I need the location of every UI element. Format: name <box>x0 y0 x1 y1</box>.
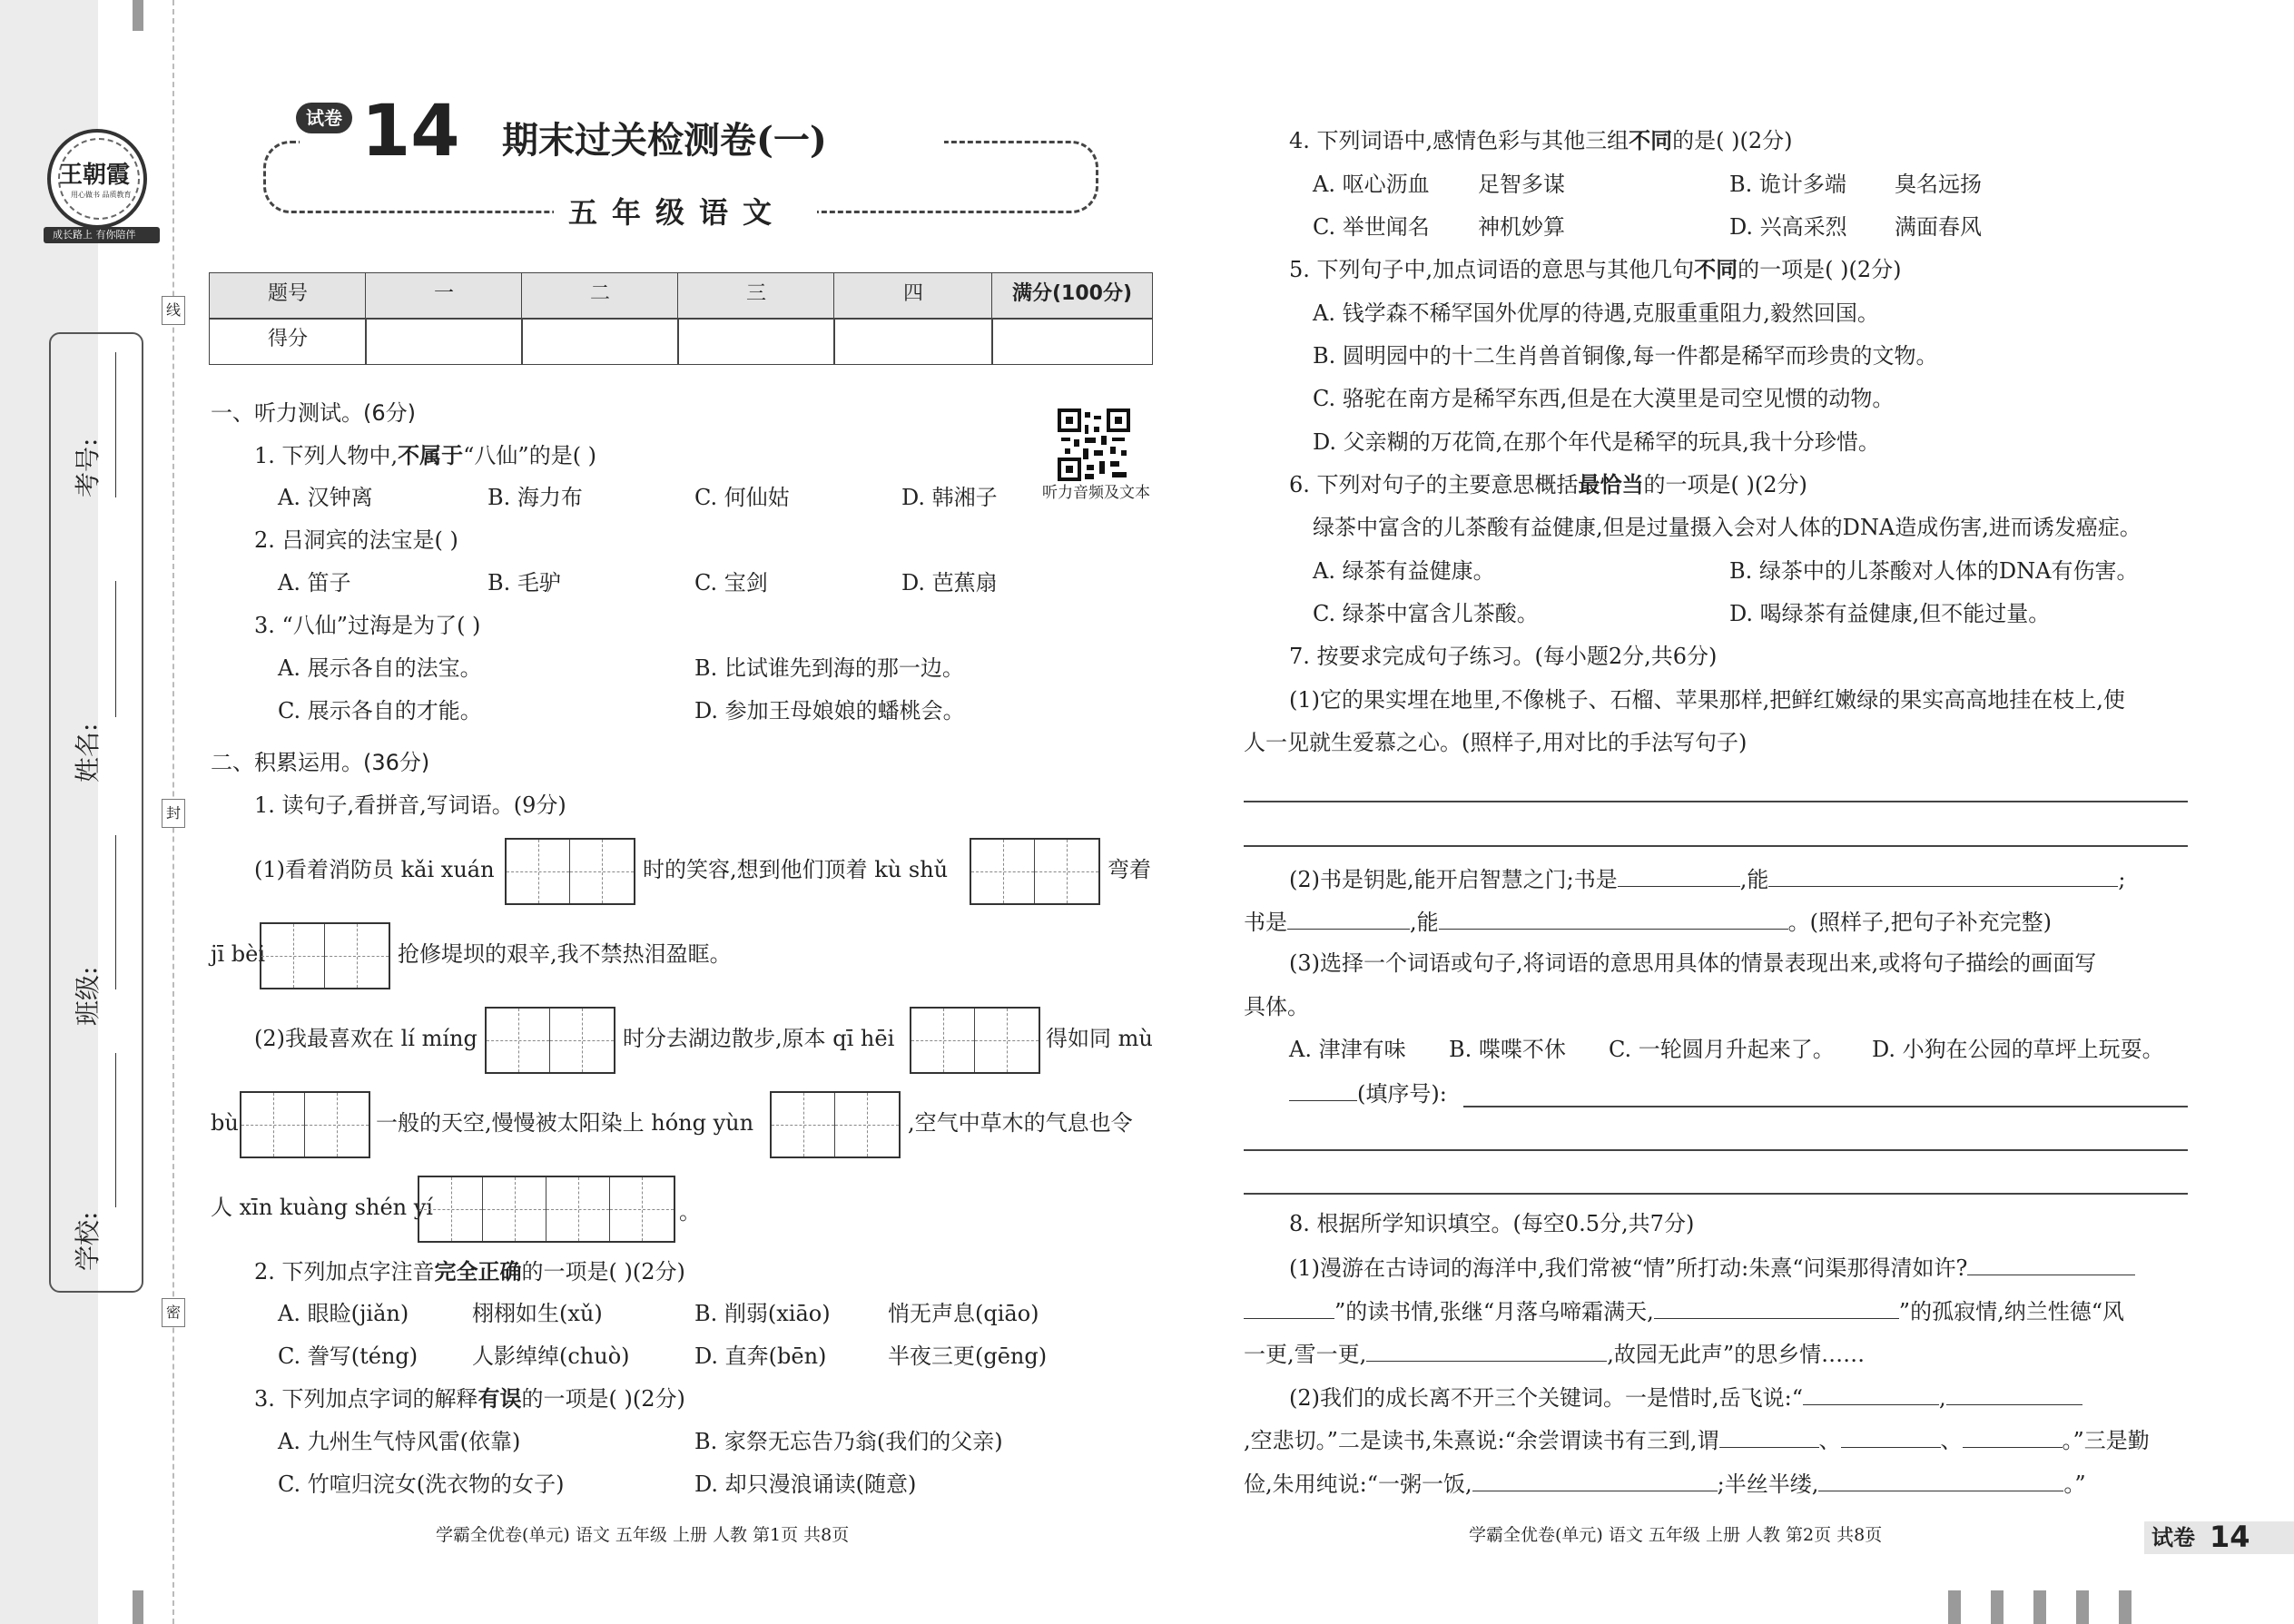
q6-option-c[interactable]: C. 绿茶中富含儿茶酸。 <box>1313 601 1539 626</box>
deco-bar <box>2076 1590 2089 1624</box>
q8-text: (1)漫游在古诗词的海洋中,我们常被“情”所打动:朱熹“问渠那得清如许? <box>1289 1253 2135 1282</box>
q5-option-b[interactable]: B. 圆明园中的十二生肖兽首铜像,每一件都是稀罕而珍贵的文物。 <box>1313 343 1938 369</box>
q8-text: 俭,朱用纯说:“一粥一饭, ;半丝半缕, 。” <box>1244 1469 2086 1498</box>
q2-3-option-c[interactable]: C. 竹喧归浣女(洗衣物的女子) <box>278 1471 565 1497</box>
q4-option[interactable]: B. 诡计多端 <box>1729 172 1846 197</box>
score-cell[interactable] <box>365 318 523 365</box>
q7-3-text: (3)选择一个词语或句子,将词语的意思用具体的情景表现出来,或将句子描绘的画面写 <box>1289 950 2097 976</box>
q2-2-stem: 2. 下列加点字注音完全正确的一项是( )(2分) <box>254 1258 685 1284</box>
page-tag-label: 试卷 <box>2151 1525 2195 1550</box>
blank[interactable] <box>1803 1383 1939 1405</box>
q2-2-option[interactable]: C. 誊写(téng) <box>278 1343 418 1369</box>
char-grid[interactable] <box>260 922 390 989</box>
q6-option-b[interactable]: B. 绿茶中的儿茶酸对人体的DNA有伤害。 <box>1729 558 2139 584</box>
paper-subtitle: 五年级语文 <box>568 195 787 230</box>
blank[interactable] <box>1963 1425 2063 1448</box>
logo-ribbon-text: 成长路上 有你陪伴 <box>53 229 136 241</box>
q1-option-b[interactable]: B. 海力布 <box>487 485 583 510</box>
score-header-cell: 三 <box>677 272 835 320</box>
blank[interactable] <box>1719 1425 1819 1448</box>
q5-stem: 5. 下列句子中,加点词语的意思与其他几句不同的一项是( )(2分) <box>1289 256 1902 282</box>
q1-option-d[interactable]: D. 韩湘子 <box>901 485 998 510</box>
q7-2-text: 书是 ,能 。(照样子,把句子补充完整) <box>1244 907 2052 936</box>
score-header-cell: 四 <box>833 272 993 320</box>
logo-motto: 用心做书 品质教育 <box>71 191 132 199</box>
q8-text: (2)我们的成长离不开三个关键词。一是惜时,岳飞说:“ , <box>1289 1383 2082 1412</box>
name-label: 姓名: <box>73 723 103 782</box>
q7-3-option-c[interactable]: C. 一轮圆月升起来了。 <box>1609 1037 1835 1062</box>
q6-quote: 绿茶中富含的儿茶酸有益健康,但是过量摄入会对人体的DNA造成伤害,进而诱发癌症。 <box>1313 515 2141 540</box>
q4-option[interactable]: A. 呕心沥血 <box>1313 172 1430 197</box>
section1-title: 一、听力测试。(6分) <box>211 400 416 426</box>
score-header-cell: 满分(100分) <box>991 272 1153 320</box>
deco-bar <box>2119 1590 2132 1624</box>
blank[interactable] <box>1768 864 2118 887</box>
q3-option-a[interactable]: A. 展示各自的法宝。 <box>278 655 482 681</box>
q3-option-b[interactable]: B. 比试谁先到海的那一边。 <box>694 655 964 681</box>
top-mark <box>133 0 143 31</box>
q4-option: 满面春风 <box>1895 214 1982 240</box>
deco-bar <box>1948 1590 1961 1624</box>
q2-2-option: 栩栩如生(xǔ) <box>472 1301 603 1326</box>
char-grid[interactable] <box>970 838 1100 905</box>
q5-option-a[interactable]: A. 钱学森不稀罕国外优厚的待遇,克服重重阻力,毅然回国。 <box>1313 300 1879 326</box>
score-row-label: 得分 <box>209 318 367 365</box>
q4-option: 臭名远扬 <box>1895 172 1982 197</box>
q2-2-option[interactable]: A. 眼睑(jiǎn) <box>278 1301 409 1326</box>
q8-title: 8. 根据所学知识填空。(每空0.5分,共7分) <box>1289 1211 1695 1236</box>
logo-ribbon <box>44 227 160 243</box>
paper-number: 14 <box>361 91 460 172</box>
class-label: 班级: <box>73 966 103 1026</box>
bottom-mark <box>133 1590 143 1624</box>
score-table <box>209 272 1153 365</box>
q2-2-option[interactable]: B. 削弱(xiāo) <box>694 1301 831 1326</box>
page-footer-left: 学霸全优卷(单元) 语文 五年级 上册 人教 第1页 共8页 <box>436 1525 850 1545</box>
char-grid[interactable] <box>485 1007 615 1074</box>
q4-option[interactable]: C. 举世闻名 <box>1313 214 1430 240</box>
pinyin-text: 人 xīn kuàng shén yí <box>211 1195 433 1220</box>
q2-option-d[interactable]: D. 芭蕉扇 <box>901 570 998 595</box>
score-header-cell: 二 <box>521 272 679 320</box>
page-tag-number: 14 <box>2210 1520 2250 1554</box>
qr-caption: 听力音频及文本 <box>1042 484 1150 502</box>
pinyin-text: (1)看着消防员 kǎi xuán <box>254 857 495 882</box>
blank[interactable] <box>1818 1469 2063 1491</box>
class-line <box>115 835 116 989</box>
q8-text: ”的读书情,张继“月落乌啼霜满天, ”的孤寂情,纳兰性德“风 <box>1244 1296 2124 1325</box>
char-grid[interactable] <box>240 1091 370 1158</box>
char-grid[interactable] <box>505 838 635 905</box>
q5-option-d[interactable]: D. 父亲糊的万花筒,在那个年代是稀罕的玩具,我十分珍惜。 <box>1313 429 1880 455</box>
q4-option[interactable]: D. 兴高采烈 <box>1729 214 1847 240</box>
pinyin-text: 弯着 <box>1108 857 1151 882</box>
q7-1-text: (1)它的果实埋在地里,不像桃子、石榴、苹果那样,把鲜红嫩绿的果实高高地挂在枝上,使 <box>1289 687 2125 713</box>
q2-3-stem: 3. 下列加点字词的解释有误的一项是( )(2分) <box>254 1385 685 1412</box>
q2-stem: 2. 吕洞宾的法宝是( ) <box>254 527 458 553</box>
q2-option-a[interactable]: A. 笛子 <box>278 570 351 595</box>
q2-2-option[interactable]: D. 直奔(bēn) <box>694 1343 827 1369</box>
answer-line[interactable] <box>1244 1193 2188 1195</box>
page-footer-right: 学霸全优卷(单元) 语文 五年级 上册 人教 第2页 共8页 <box>1469 1525 1883 1545</box>
q3-stem: 3. “八仙”过海是为了( ) <box>254 613 481 638</box>
blank[interactable] <box>1472 1469 1718 1491</box>
q8-text: 一更,雪一更, ,故园无此声”的思乡情…… <box>1244 1339 1865 1368</box>
answer-line[interactable] <box>1244 1149 2188 1151</box>
name-line <box>115 581 116 717</box>
qr-code-icon[interactable] <box>1058 408 1130 481</box>
q7-3-option-b[interactable]: B. 喋喋不休 <box>1449 1037 1566 1062</box>
blank[interactable] <box>1289 1078 1357 1101</box>
mark-secret: 密 <box>162 1298 185 1327</box>
char-grid[interactable] <box>770 1091 901 1158</box>
q2-2-option: 半夜三更(gēng) <box>888 1343 1048 1369</box>
q2-2-option: 悄无声息(qiāo) <box>888 1301 1039 1326</box>
score-cell[interactable] <box>521 318 679 365</box>
q7-2-text: (2)书是钥匙,能开启智慧之门;书是 ,能 ; <box>1289 864 2125 893</box>
exam-number-label: 考号: <box>73 438 103 497</box>
answer-line[interactable] <box>1463 1106 2188 1107</box>
answer-line[interactable] <box>1244 801 2188 802</box>
q7-3-option-d[interactable]: D. 小狗在公园的草坪上玩耍。 <box>1872 1037 2164 1062</box>
answer-line[interactable] <box>1244 845 2188 847</box>
blank[interactable] <box>1439 907 1788 930</box>
pinyin-text: 抢修堤坝的艰辛,我不禁热泪盈眶。 <box>398 941 732 967</box>
publisher-logo <box>47 129 147 229</box>
q7-3-fill: (填序号): <box>1289 1078 1447 1107</box>
score-cell[interactable] <box>677 318 835 365</box>
pinyin-text: 一般的天空,慢慢被太阳染上 hóng yùn <box>376 1110 754 1136</box>
blank[interactable] <box>1244 1296 1334 1319</box>
q6-stem: 6. 下列对句子的主要意思概括最恰当的一项是( )(2分) <box>1289 471 1807 497</box>
pinyin-text: bù <box>211 1110 239 1136</box>
q2-option-c[interactable]: C. 宝剑 <box>694 570 768 595</box>
q8-text: ,空悲切。”二是读书,朱熹说:“余尝谓读书有三到,谓 、 、 。”三是勤 <box>1244 1425 2150 1454</box>
char-grid[interactable] <box>418 1176 675 1243</box>
pinyin-text: (2)我最喜欢在 lí míng <box>254 1026 478 1051</box>
q4-option: 神机妙算 <box>1478 214 1565 240</box>
score-header-cell: 题号 <box>209 272 367 320</box>
q6-option-a[interactable]: A. 绿茶有益健康。 <box>1313 558 1495 584</box>
q7-3-text: 具体。 <box>1244 994 1309 1019</box>
pinyin-text: ,空气中草木的气息也令 <box>908 1110 1133 1136</box>
q2-option-b[interactable]: B. 毛驴 <box>487 570 561 595</box>
q1-stem: 1. 下列人物中,不属于“八仙”的是( ) <box>254 442 597 468</box>
mark-line: 线 <box>162 296 185 325</box>
q5-option-c[interactable]: C. 骆驼在南方是稀罕东西,但是在大漠里是司空见惯的动物。 <box>1313 386 1895 411</box>
paper-badge: 试卷 <box>296 103 352 133</box>
logo-text: 王朝霞 <box>59 162 131 189</box>
paper-title: 期末过关检测卷(一) <box>502 119 827 162</box>
q1-option-a[interactable]: A. 汉钟离 <box>278 485 373 510</box>
q2-3-option-d[interactable]: D. 却只漫浪诵读(随意) <box>694 1471 917 1497</box>
deco-bar <box>2033 1590 2046 1624</box>
q7-3-option-a[interactable]: A. 津津有味 <box>1289 1037 1406 1062</box>
mark-seal: 封 <box>162 799 185 828</box>
school-line <box>115 1053 116 1207</box>
q2-2-option: 人影绰绰(chuò) <box>472 1343 630 1369</box>
q1-option-c[interactable]: C. 何仙姑 <box>694 485 790 510</box>
pinyin-text: 。 <box>679 1199 701 1225</box>
blank[interactable] <box>1366 1339 1607 1362</box>
q4-option: 足智多谋 <box>1478 172 1565 197</box>
blank[interactable] <box>1287 907 1410 930</box>
q3-option-d[interactable]: D. 参加王母娘娘的蟠桃会。 <box>694 698 965 723</box>
q6-option-d[interactable]: D. 喝绿茶有益健康,但不能过量。 <box>1729 601 2051 626</box>
blank[interactable] <box>1618 864 1740 887</box>
blank[interactable] <box>1946 1383 2082 1405</box>
blank[interactable] <box>1654 1296 1899 1319</box>
pinyin-text: 时的笑容,想到他们顶着 kù shǔ <box>643 857 949 882</box>
pinyin-text: 时分去湖边散步,原本 qī hēi <box>623 1026 895 1051</box>
q7-1-text: 人一见就生爱慕之心。(照样子,用对比的手法写句子) <box>1244 730 1748 755</box>
score-cell[interactable] <box>833 318 993 365</box>
score-header-cell: 一 <box>365 272 523 320</box>
q4-stem: 4. 下列词语中,感情色彩与其他三组不同的是( )(2分) <box>1289 127 1793 153</box>
q7-title: 7. 按要求完成句子练习。(每小题2分,共6分) <box>1289 644 1718 669</box>
q2-1-stem: 1. 读句子,看拼音,写词语。(9分) <box>254 792 566 818</box>
q2-3-option-b[interactable]: B. 家祭无忘告乃翁(我们的父亲) <box>694 1429 1003 1454</box>
q3-option-c[interactable]: C. 展示各自的才能。 <box>278 698 482 723</box>
q2-3-option-a[interactable]: A. 九州生气恃风雷(依靠) <box>278 1429 521 1454</box>
section2-title: 二、积累运用。(36分) <box>211 750 430 775</box>
deco-bar <box>1991 1590 2004 1624</box>
exam-number-line <box>115 352 116 497</box>
pinyin-text: 得如同 mù <box>1046 1026 1153 1051</box>
blank[interactable] <box>1967 1253 2135 1275</box>
blank[interactable] <box>1841 1425 1941 1448</box>
pinyin-text: jī bèi <box>211 941 265 967</box>
char-grid[interactable] <box>910 1007 1040 1074</box>
school-label: 学校: <box>73 1211 103 1271</box>
score-cell[interactable] <box>991 318 1153 365</box>
